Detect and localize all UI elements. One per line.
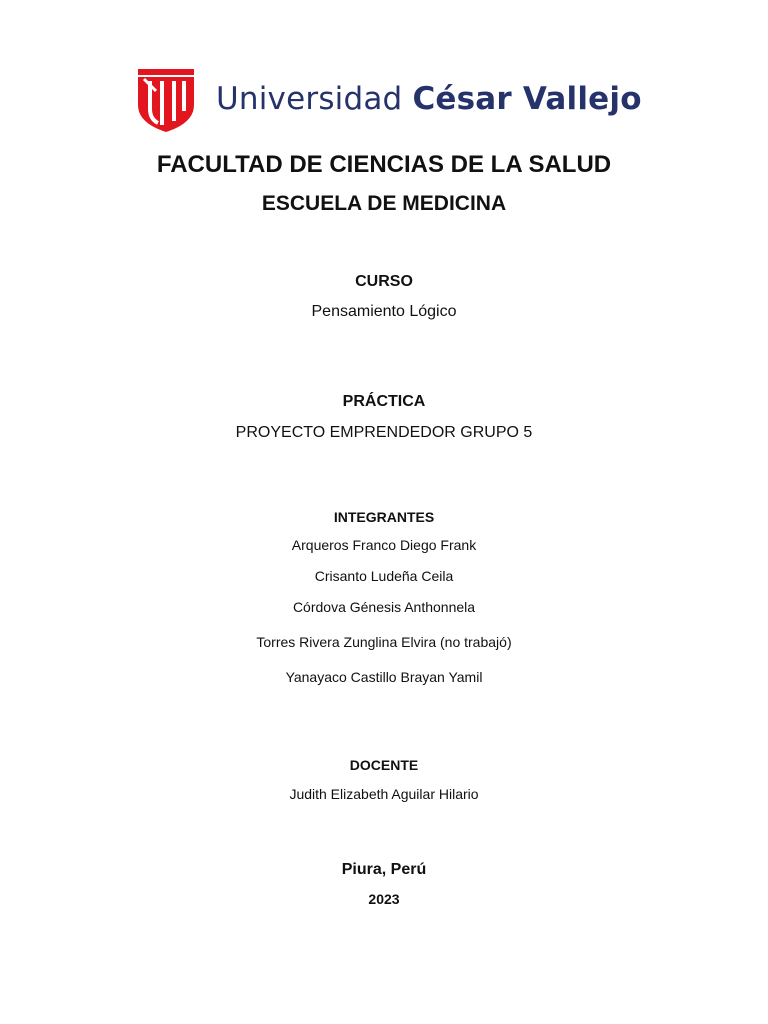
- member-name: Yanayaco Castillo Brayan Yamil: [285, 669, 483, 685]
- place: Piura, Perú: [341, 861, 427, 878]
- university-logo: [136, 64, 642, 134]
- ucv-shield-icon: [136, 65, 196, 133]
- university-name-regular: Universidad: [216, 81, 413, 117]
- course-name: Pensamiento Lógico: [311, 303, 457, 320]
- practice-title: PROYECTO EMPRENDEDOR GRUPO 5: [235, 424, 533, 441]
- member-name: Crisanto Ludeña Ceila: [314, 568, 454, 584]
- school-title: ESCUELA DE MEDICINA: [261, 192, 507, 215]
- faculty-title: FACULTAD DE CIENCIAS DE LA SALUD: [156, 151, 612, 178]
- member-name: Córdova Génesis Anthonnela: [292, 599, 476, 615]
- teacher-name: Judith Elizabeth Aguilar Hilario: [289, 786, 479, 802]
- members-label: INTEGRANTES: [333, 509, 435, 525]
- practice-label: PRÁCTICA: [342, 393, 426, 410]
- member-name: Arqueros Franco Diego Frank: [291, 537, 477, 553]
- member-name: Torres Rivera Zunglina Elvira (no trabajó): [256, 634, 512, 650]
- university-name: [216, 81, 642, 117]
- course-label: CURSO: [355, 273, 413, 290]
- teacher-label: DOCENTE: [349, 757, 419, 773]
- university-name-bold: César Vallejo: [412, 81, 642, 117]
- year: 2023: [368, 891, 400, 907]
